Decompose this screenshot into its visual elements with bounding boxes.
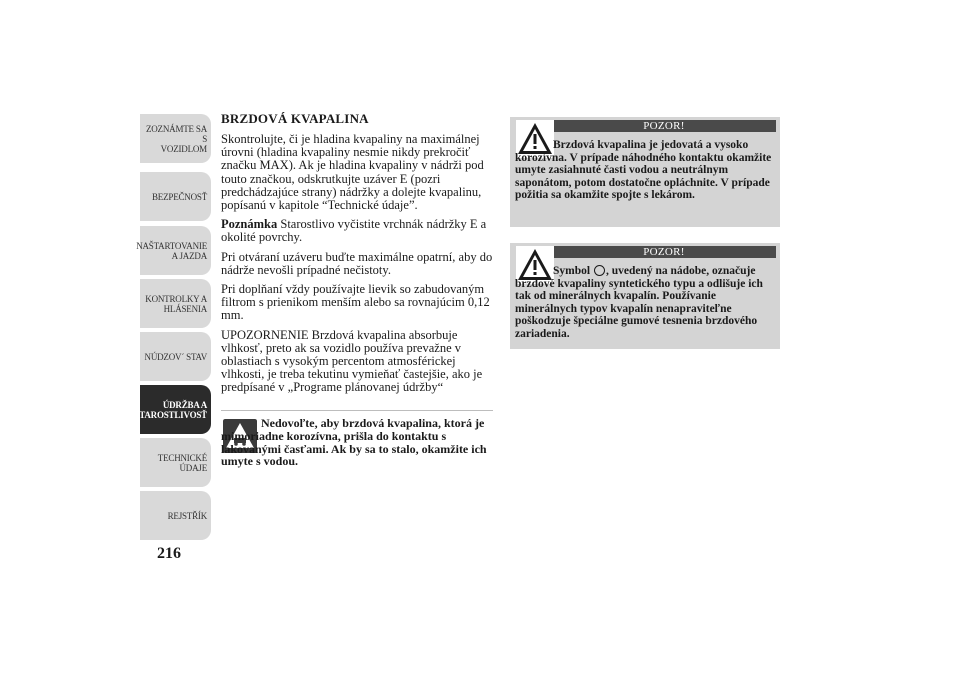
warning-text: Brzdová kvapalina je jedovatá a vysoko korozívna. V prípade náhodného kontaktu okamžite umyte zasiahnuté časti vodou a neutrálnym saponátom, potom dostatočne opláchnite. V prípade požitia sa okamžite spojte s lekárom. <box>515 139 772 202</box>
warning-title: POZOR! <box>552 246 776 258</box>
tab-zoznamte-sa[interactable]: ZOZNÁMTE SA S VOZIDLOM <box>140 114 211 163</box>
paragraph-check-level: Skontrolujte, či je hladina kvapaliny na maximálnej úrovni (hladina kvapaliny nesmie nikdy prekročiť značku MAX). Ak je hladina kvapaliny v nádrži pod touto značkou, odskrutkujte uzáver E (pozri predchádzajúce strany) nádržky a dolejte kvapalinu, popísanú v kapitole “Technické údaje”. <box>221 132 484 213</box>
tab-udrzba-active[interactable]: ÚDRŽBA A STAROSTLIVOSŤ <box>140 385 211 434</box>
warning-box-poison <box>510 117 780 227</box>
synthetic-fluid-symbol-icon <box>594 265 605 276</box>
page-number: 216 <box>157 545 181 562</box>
environment-note <box>221 410 493 473</box>
tab-rejstrik[interactable]: REJSTŘÍK <box>140 491 211 540</box>
paragraph-cap-caution: Pri otváraní uzáveru buďte maximálne opatrní, aby do nádrže nevošli prípadné nečistoty. <box>221 249 493 277</box>
tab-bezpecnost[interactable]: BEZPEČNOSŤ <box>140 172 211 221</box>
warning-box-synthetic <box>510 243 780 349</box>
main-column <box>221 111 493 401</box>
warning-text: Symbol , uvedený na nádobe, označuje brzdové kvapaliny syntetického typu a odlišuje ich tak od minerálnych kvapalín. Používanie minerálnych typov kvapalín nenapraviteľne poškodzuje špeciálne gumové tesnenia brzdového zariadenia. <box>515 265 763 340</box>
note-label: Poznámka <box>221 217 278 232</box>
section-title: BRZDOVÁ KVAPALINA <box>221 111 369 126</box>
tab-nastartovanie[interactable]: NAŠTARTOVANIE A JAZDA <box>140 226 211 275</box>
tab-technicke-udaje[interactable]: TECHNICKÉ ÚDAJE <box>140 438 211 487</box>
paragraph-filter: Pri doplňaní vždy používajte lievik so zabudovaným filtrom s prienikom menším alebo sa rovnajúcim 0,12 mm. <box>221 282 490 323</box>
paragraph-note <box>221 218 493 244</box>
note-text: Starostlivo vyčistite vrchnák nádržky E a okolité povrchy. <box>221 217 487 245</box>
tab-nudzovy-stav[interactable]: NÚDZOV´ STAV <box>140 332 211 381</box>
environment-note-text: Nedovoľte, aby brzdová kvapalina, ktorá je mimoriadne korozívna, prišla do kontaktu s lakovanými časťami. Ak by sa to stalo, okamžite ich umyte s vodou. <box>221 416 487 469</box>
tab-kontrolky[interactable]: KONTROLKY A HLÁSENIA <box>140 279 211 328</box>
warning-title: POZOR! <box>552 120 776 132</box>
paragraph-humidity-warning: UPOZORNENIE Brzdová kvapalina absorbuje vlhkosť, preto ak sa vozidlo používa prevažne v oblastiach s vysokým percentom atmosférickej vlhkosti, je treba tekutinu vymieňať častejšie, ako je predpísané v „Programe plánovanej údržby“ <box>221 327 483 395</box>
